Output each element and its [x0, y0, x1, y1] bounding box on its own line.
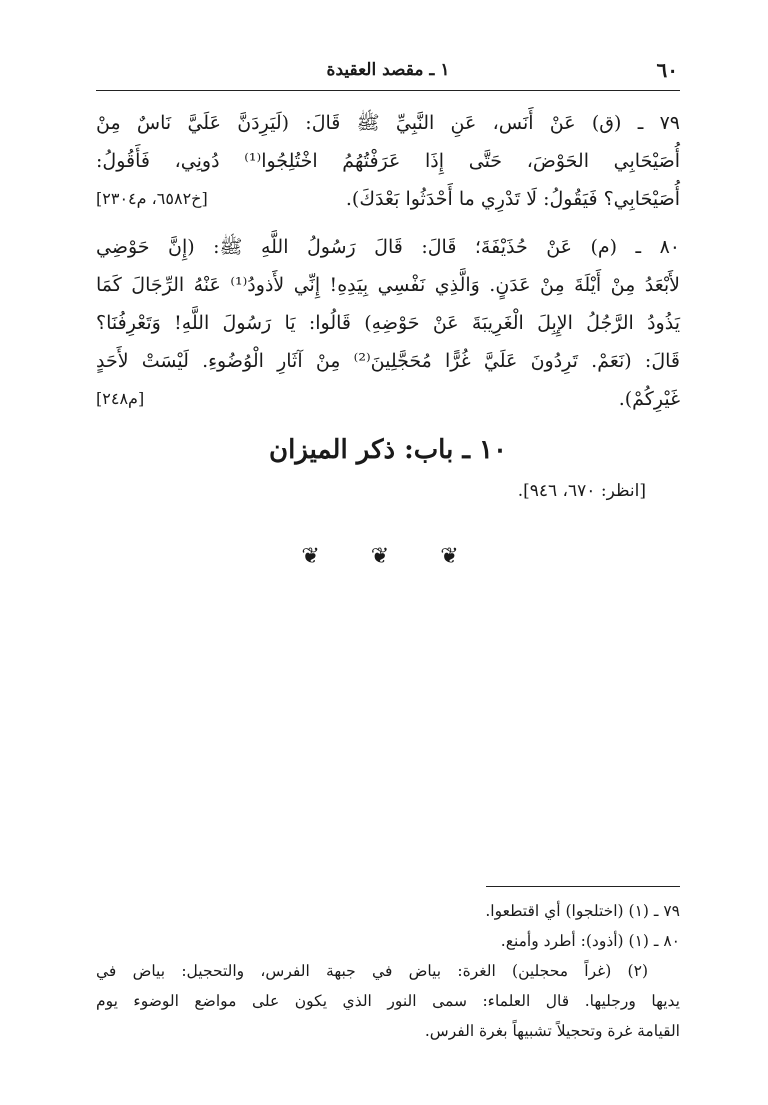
hadith-79: [96, 104, 680, 218]
floral-ornament-icon: ❦: [301, 544, 336, 569]
hadith-line: ٧٩ ـ (ق) عَنْ أَنَس، عَنِ النَّبِيِّ ﷺ قَالَ: (لَيَرِدَنَّ عَلَيَّ نَاسٌ مِنْ: [96, 112, 680, 134]
floral-ornament-icon: ❦: [370, 544, 406, 569]
footnotes: [96, 896, 680, 1046]
hadith-line: لأَبْعَدُ مِنْ أَيْلَةَ مِنْ عَدَنٍ. وَالَّذِي نَفْسِي بِيَدِهِ! إِنِّي لأَذودُ⁽¹⁾ عَنْهُ الرِّجَالَ كَمَا: [96, 274, 680, 296]
see-also-reference: [انظر: ٦٧٠، ٩٤٦].: [517, 481, 646, 501]
hadith-line: قَالَ: (نَعَمْ. تَرِدُونَ عَلَيَّ غُرًّا مُحَجَّلِينَ⁽²⁾ مِنْ آثَارِ الْوُضُوءِ. لَيْسَتْ لأَحَدٍ: [96, 350, 680, 372]
hadith-80: [96, 228, 680, 418]
hadith-text: غَيْرِكُمْ).: [618, 388, 680, 410]
hadith-line: [96, 180, 680, 218]
footnote-continuation: يديها ورجليها. قال العلماء: سمى النور الذي يكون على مواضع الوضوء يوم: [96, 992, 680, 1010]
hadith-line: يَذُودُ الرَّجُلُ الإِبِلَ الْغَرِيبَةَ عَنْ حَوْضِهِ) قَالُوا: يَا رَسُولَ اللَّهِ! وَتَعْرِفُنَا؟: [96, 312, 680, 334]
footnote: ٧٩ ـ (١) (اختلجوا) أي اقتطعوا.: [485, 902, 680, 920]
hadith-reference: [خ٦٥٨٢، م٢٣٠٤]: [96, 189, 208, 208]
hadith-line: [96, 380, 680, 418]
footnote: (٢) (غراً محجلين) الغرة: بياض في جبهة الفرس، والتحجيل: بياض في: [96, 962, 648, 980]
footnote-continuation: القيامة غرة وتحجيلاً تشبيهاً بغرة الفرس.: [424, 1022, 680, 1040]
page-header: [96, 54, 680, 91]
running-title: ١ ـ مقصد العقيدة: [326, 60, 450, 80]
hadith-line: ٨٠ ـ (م) عَنْ حُذَيْفَةَ؛ قَالَ: قَالَ رَسُولُ اللَّهِ ﷺ: (إِنَّ حَوْضِي: [96, 236, 680, 258]
section-divider: [96, 544, 680, 569]
page-number: ٦٠: [656, 58, 678, 82]
page-body: [96, 104, 680, 569]
floral-ornament-icon: ❦: [440, 544, 475, 569]
chapter-title: ١٠ ـ باب: ذكر الميزان: [269, 435, 507, 465]
footnote-separator: [486, 886, 680, 887]
hadith-line: أُصَيْحَابِي الحَوْضَ، حَتَّى إِذَا عَرَفْتُهُمُ اخْتُلِجُوا⁽¹⁾ دُونِي، فَأَقُولُ:: [96, 150, 681, 172]
footnote: ٨٠ ـ (١) (أذود): أطرد وأمنع.: [500, 932, 680, 950]
hadith-text: أُصَيْحَابِي؟ فَيَقُولُ: لَا تَدْرِي ما أَحْدَثُوا بَعْدَكَ).: [345, 188, 680, 210]
hadith-reference: [م٢٤٨]: [96, 389, 145, 408]
